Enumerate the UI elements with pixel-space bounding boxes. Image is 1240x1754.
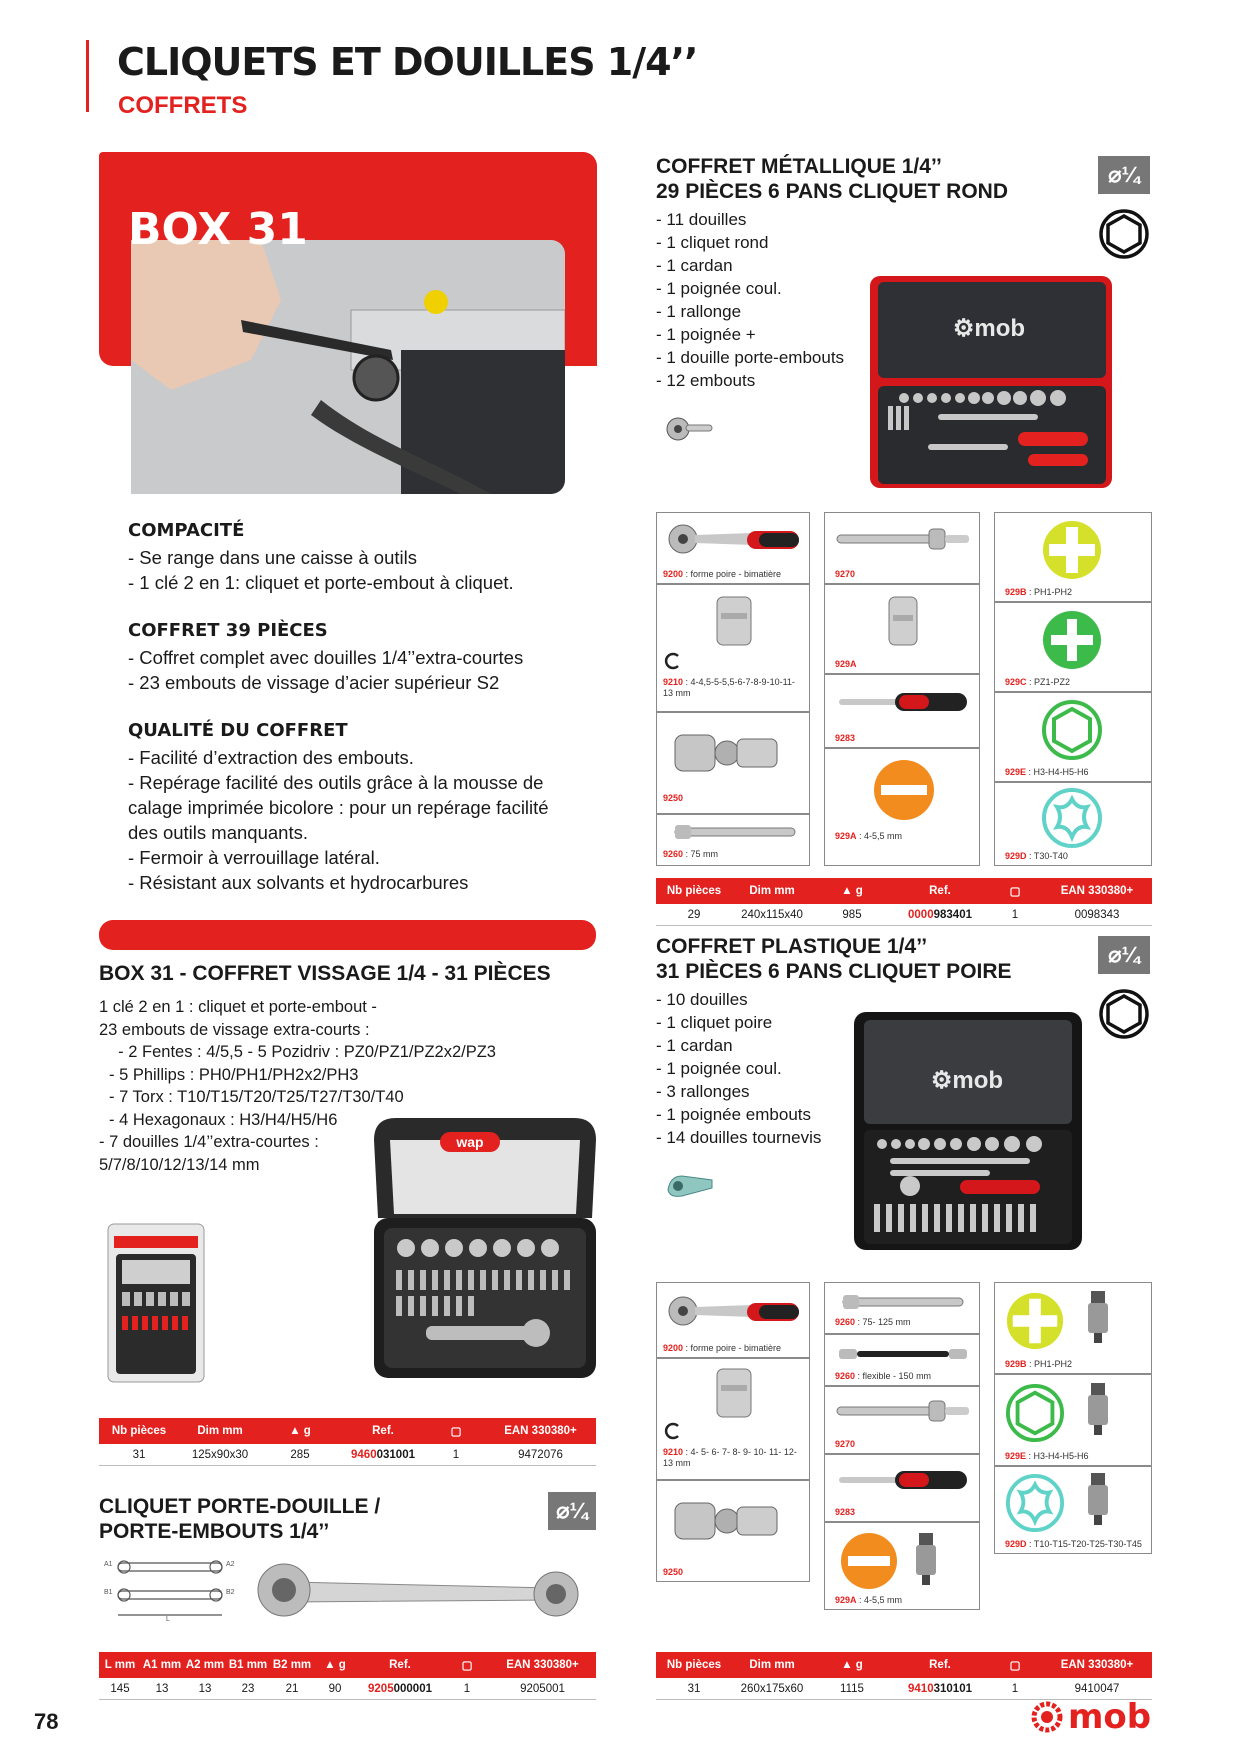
- caption: 929B : PH1-PH2: [1005, 587, 1073, 597]
- product-cell-9270: [824, 512, 980, 584]
- caption: 929A : 4-5,5 mm: [835, 1595, 903, 1605]
- table-header: [656, 1652, 1152, 1678]
- table-cell: 260x175x60: [740, 1682, 804, 1695]
- ratchet-round-icon: [664, 412, 714, 446]
- product-cell-929E: [994, 692, 1152, 782]
- square-drive-symbol: ⌀¼: [1098, 156, 1150, 194]
- table-cell: 985: [842, 908, 862, 921]
- feature-line: - Résistant aux solvants et hydrocarbures: [128, 872, 469, 893]
- table-cell: 9472076: [518, 1448, 563, 1461]
- caption: 9250: [663, 793, 684, 803]
- box31-line: 23 embouts de vissage extra-courts :: [99, 1020, 370, 1039]
- caption: 9260 : 75- 125 mm: [835, 1317, 911, 1327]
- caption: 929C : PZ1-PZ2: [1005, 677, 1071, 687]
- phillips-bit-icon: [1041, 519, 1103, 581]
- table-header: [99, 1652, 596, 1678]
- table-cell: 21: [285, 1682, 299, 1695]
- product-cell-9260: [656, 814, 810, 866]
- product-cell-929A-bit: [824, 748, 980, 866]
- product-cell-929B: [994, 1282, 1152, 1374]
- col-header: Ref.: [929, 1659, 951, 1671]
- col-header: Ref.: [389, 1659, 411, 1671]
- caption: 9250: [663, 1567, 684, 1577]
- caption: 9260 : 75 mm: [663, 849, 719, 859]
- table-cell: 9205001: [520, 1682, 565, 1695]
- product-cell-9250: [656, 1480, 810, 1582]
- table-row: [656, 904, 1152, 926]
- torx-bit-icon: [1005, 1473, 1065, 1533]
- table-cell: 13: [198, 1682, 212, 1695]
- ref-cell: 9205000001: [368, 1682, 432, 1695]
- mob-logo-icon: ⚙: [952, 315, 975, 342]
- box31-spec-table: [99, 1418, 596, 1466]
- list-item: - 10 douilles: [656, 990, 748, 1009]
- table-cell: 1: [1011, 1682, 1019, 1695]
- pozidriv-bit-icon: [1041, 609, 1103, 671]
- hero-title: BOX 31: [128, 204, 308, 255]
- col-header: A1 mm: [142, 1659, 182, 1671]
- weight-icon: ▲ g: [289, 1425, 311, 1437]
- col-header: B2 mm: [272, 1659, 312, 1671]
- col-header: B1 mm: [228, 1659, 268, 1671]
- product-cell-9200: [656, 1282, 810, 1358]
- caption: 9283: [835, 1507, 856, 1517]
- list-item: - 11 douilles: [656, 210, 747, 229]
- list-item: - 1 rallonge: [656, 302, 742, 321]
- caption: 929B : PH1-PH2: [1005, 1359, 1073, 1369]
- bit-socket-icon: [1085, 1381, 1111, 1437]
- feature-line: - Coffret complet avec douilles 1/4’’extra-courtes: [128, 647, 524, 668]
- col-header: Nb pièces: [666, 885, 722, 897]
- table-header: [656, 878, 1152, 904]
- box31-blister-image: [106, 1222, 206, 1384]
- table-cell: 29: [687, 908, 701, 921]
- metal-title: COFFRET MÉTALLIQUE 1/4’’: [656, 155, 942, 178]
- cliquet-photo: [250, 1552, 596, 1632]
- plastic-case-image: [850, 1008, 1086, 1254]
- box31-line: 1 clé 2 en 1 : cliquet et porte-embout -: [99, 998, 377, 1016]
- col-header: Nb pièces: [111, 1425, 167, 1437]
- mob-logo-icon: ⚙: [930, 1067, 953, 1094]
- feature-line: - Facilité d’extraction des embouts.: [128, 747, 414, 768]
- feature-line: - Repérage facilité des outils grâce à la mousse de calage imprimée bicolore : pour un repérage facilité des outils manquants.: [128, 772, 549, 843]
- feature-line: - 23 embouts de vissage d’acier supérieur S2: [128, 672, 500, 693]
- table-cell: 13: [155, 1682, 169, 1695]
- list-item: - 1 cliquet poire: [656, 1013, 773, 1032]
- table-cell: 1: [1011, 908, 1019, 921]
- package-icon: ▢: [1009, 1660, 1021, 1672]
- table-cell: 285: [290, 1448, 310, 1461]
- box31-line: 5/7/8/10/12/13/14 mm: [99, 1155, 260, 1174]
- mob-logo: [1030, 1697, 1170, 1737]
- col-header: L mm: [104, 1659, 136, 1671]
- list-item: - 1 poignée coul.: [656, 279, 782, 298]
- table-row: [99, 1444, 596, 1466]
- package-icon: ▢: [461, 1660, 473, 1672]
- dim-label: B1: [104, 1589, 113, 1596]
- bit-socket-icon: [1085, 1471, 1111, 1527]
- table-cell: 31: [132, 1448, 146, 1461]
- product-cell-9283: [824, 1454, 980, 1522]
- dim-label: L: [166, 1616, 170, 1623]
- product-cell-9260: [824, 1282, 980, 1334]
- cliquet-title-2: PORTE-EMBOUTS 1/4’’: [99, 1520, 330, 1543]
- plastic-contents: [656, 988, 821, 1149]
- list-item: - 1 poignée +: [656, 325, 756, 344]
- caption: 9210 : 4-4,5-5-5,5-6-7-8-9-10-11-13 mm: [663, 677, 795, 698]
- plastic-case-logo: ⚙mob: [930, 1067, 1004, 1094]
- caption: 9200 : forme poire - bimatière: [663, 569, 782, 579]
- ratchet-direction-icon: [663, 1421, 683, 1441]
- weight-icon: ▲ g: [841, 1659, 863, 1671]
- caption: 929D : T30-T40: [1005, 851, 1068, 861]
- table-cell: 240x115x40: [741, 908, 803, 921]
- table-cell: 31: [687, 1682, 701, 1695]
- table-cell: 145: [110, 1682, 130, 1695]
- col-header: Dim mm: [749, 1659, 795, 1671]
- list-item: - 1 poignée embouts: [656, 1105, 811, 1124]
- box31-title: BOX 31 - COFFRET VISSAGE 1/4 - 31 PIÈCES: [99, 962, 551, 985]
- col-header: Ref.: [929, 885, 951, 897]
- table-cell: 125x90x30: [191, 1448, 249, 1461]
- table-cell: 1: [452, 1448, 460, 1461]
- col-header: EAN 330380+: [504, 1425, 577, 1437]
- product-cell-929E: [994, 1374, 1152, 1466]
- plastic-title: COFFRET PLASTIQUE 1/4’’: [656, 935, 928, 958]
- square-drive-symbol: ⌀¼: [1098, 936, 1150, 974]
- list-item: - 12 embouts: [656, 371, 756, 390]
- plastic-title-2: 31 PIÈCES 6 PANS CLIQUET POIRE: [656, 960, 1012, 983]
- caption: 9270: [835, 569, 856, 579]
- list-item: - 1 cardan: [656, 256, 733, 275]
- product-cell-9283: [824, 674, 980, 748]
- feature-heading: COMPACITÉ: [128, 520, 245, 541]
- plastic-spec-table: [656, 1652, 1152, 1700]
- weight-icon: ▲ g: [841, 885, 863, 897]
- bit-socket-icon: [1085, 1289, 1111, 1345]
- ref-cell: 9410310101: [908, 1682, 972, 1695]
- table-cell: 23: [241, 1682, 255, 1695]
- metal-contents: [656, 208, 844, 392]
- table-cell: 1115: [840, 1682, 864, 1695]
- caption: 9283: [835, 733, 856, 743]
- col-header: EAN 330380+: [1060, 885, 1134, 897]
- gear-logo-icon: [1030, 1700, 1064, 1734]
- col-header: Dim mm: [197, 1425, 243, 1437]
- hex-bit-icon: [1041, 699, 1103, 761]
- col-header: g: [303, 1425, 311, 1437]
- torx-bit-icon: [1041, 787, 1103, 849]
- table-cell: 9410047: [1074, 1682, 1120, 1695]
- caption: 929A : 4-5,5 mm: [835, 831, 903, 841]
- cliquet-title: CLIQUET PORTE-DOUILLE /: [99, 1495, 381, 1518]
- product-cell-929C: [994, 602, 1152, 692]
- weight-icon: ▲ g: [324, 1659, 346, 1671]
- dim-label: A1: [104, 1561, 113, 1568]
- box31-line: - 4 Hexagonaux : H3/H4/H5/H6: [109, 1110, 338, 1129]
- product-cell-9210: [656, 1358, 810, 1480]
- col-header: A2 mm: [185, 1659, 225, 1671]
- caption: 9260 : flexible - 150 mm: [835, 1371, 932, 1381]
- bit-socket-icon: [913, 1531, 939, 1587]
- col-header: EAN 330380+: [506, 1659, 579, 1671]
- table-cell: 0098343: [1074, 908, 1120, 921]
- col-header: EAN 330380+: [1060, 1659, 1134, 1671]
- product-cell-929B: [994, 512, 1152, 602]
- dim-label: A2: [226, 1561, 235, 1568]
- dim-label: B2: [226, 1589, 235, 1596]
- table-header: [99, 1418, 596, 1444]
- slot-bit-icon: [871, 757, 937, 823]
- box31-line: - 7 Torx : T10/T15/T20/T25/T27/T30/T40: [109, 1088, 404, 1106]
- list-item: - 1 cliquet rond: [656, 233, 769, 252]
- metal-case-image: [868, 272, 1114, 492]
- ref-cell: 0000983401: [908, 908, 972, 921]
- product-cell-9200: [656, 512, 810, 584]
- ref-cell: 9460031001: [351, 1448, 415, 1461]
- hexagon-socket-icon: [1098, 208, 1150, 260]
- product-cell-929D: [994, 1466, 1152, 1554]
- feature-heading: QUALITÉ DU COFFRET: [128, 720, 348, 741]
- page-title: CLIQUETS ET DOUILLES 1/4’’: [117, 40, 698, 84]
- product-cell-9270: [824, 1386, 980, 1454]
- list-item: - 1 cardan: [656, 1036, 733, 1055]
- ratchet-direction-icon: [663, 651, 683, 671]
- list-item: - 1 poignée coul.: [656, 1059, 782, 1078]
- caption: 929E : H3-H4-H5-H6: [1005, 767, 1089, 777]
- metal-title-2: 29 PIÈCES 6 PANS CLIQUET ROND: [656, 180, 1009, 203]
- product-cell-9250: [656, 712, 810, 814]
- hero-photo: [131, 240, 565, 494]
- list-item: - 1 douille porte-embouts: [656, 348, 845, 367]
- ratchet-pear-icon: [664, 1168, 716, 1202]
- col-header: Nb pièces: [666, 1659, 722, 1671]
- logo-text: mob: [1068, 1697, 1152, 1737]
- package-icon: ▢: [450, 1426, 462, 1438]
- package-icon: ▢: [1009, 886, 1021, 898]
- product-cell-929A: [824, 1522, 980, 1610]
- caption: 9270: [835, 1439, 856, 1449]
- feature-heading: COFFRET 39 PIÈCES: [128, 620, 328, 641]
- table-cell: 1: [463, 1682, 471, 1695]
- box31-line: - 7 douilles 1/4’’extra-courtes :: [99, 1133, 319, 1151]
- slot-bit-icon: [839, 1531, 899, 1591]
- cliquet-spec-table: [99, 1652, 596, 1700]
- col-header: Dim mm: [749, 885, 795, 897]
- col-header: Ref.: [372, 1425, 394, 1437]
- hexagon-socket-icon: [1098, 988, 1150, 1040]
- header-accent-bar: [86, 40, 89, 112]
- cliquet-dimension-labels: [104, 1553, 236, 1625]
- box31-line: - 2 Fentes : 4/5,5 - 5 Pozidriv : PZ0/PZ1/PZ2x2/PZ3: [109, 1043, 496, 1061]
- caption: 929A: [835, 659, 857, 669]
- phillips-bit-icon: [1005, 1291, 1065, 1351]
- metal-case-logo: ⚙mob: [952, 315, 1026, 342]
- caption: 9200 : forme poire - bimatière: [663, 1343, 782, 1353]
- product-cell-9210: [656, 584, 810, 712]
- box31-line: - 5 Phillips : PH0/PH1/PH2x2/PH3: [109, 1065, 359, 1084]
- caption: 9210 : 4- 5- 6- 7- 8- 9- 10- 11- 12- 13 mm: [663, 1447, 797, 1468]
- page-number: 78: [34, 1709, 59, 1734]
- hex-bit-icon: [1005, 1383, 1065, 1443]
- product-cell-9260-flex: [824, 1334, 980, 1386]
- product-cell-929A: [824, 584, 980, 674]
- page-subtitle: COFFRETS: [118, 92, 248, 119]
- table-row: [99, 1678, 596, 1700]
- feature-line: - Fermoir à verrouillage latéral.: [128, 847, 380, 868]
- section-divider-bar: [99, 920, 596, 950]
- square-drive-symbol: ⌀¼: [548, 1492, 596, 1530]
- caption: 929E : H3-H4-H5-H6: [1005, 1451, 1089, 1461]
- list-item: - 3 rallonges: [656, 1082, 750, 1101]
- feature-line: - 1 clé 2 en 1: cliquet et porte-embout à cliquet.: [128, 572, 514, 593]
- table-cell: 90: [328, 1682, 342, 1695]
- metal-spec-table: [656, 878, 1152, 926]
- caption: 929D : T10-T15-T20-T25-T30-T45: [1005, 1539, 1142, 1549]
- list-item: - 14 douilles tournevis: [656, 1128, 822, 1147]
- product-cell-929D: [994, 782, 1152, 866]
- box31-case-logo: wap: [440, 1132, 500, 1152]
- feature-line: - Se range dans une caisse à outils: [128, 547, 417, 568]
